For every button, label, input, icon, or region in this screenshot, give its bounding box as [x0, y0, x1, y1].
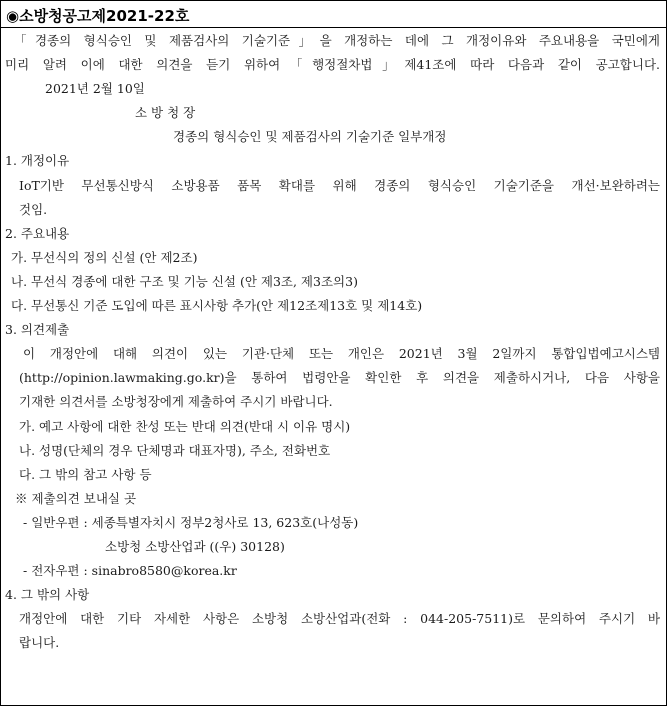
- notice-date: 2021년 2월 10일: [45, 81, 145, 97]
- section-2-item-b: 나. 무선식 경종에 대한 구조 및 기능 신설 (안 제3조, 제3조의3): [11, 273, 358, 289]
- section-1-text-1: IoT기반 무선통신방식 소방용품 품목 확대를 위해 경종의 형식승인 기술기준을 개선·보완하려는: [19, 177, 660, 193]
- section-3-heading: 3. 의견제출: [5, 322, 70, 338]
- section-1-heading: 1. 개정이유: [5, 153, 70, 169]
- section-3-text-3: 기재한 의견서를 소방청장에게 제출하여 주시기 바랍니다.: [19, 394, 333, 410]
- intro-line-1: 「경종의 형식승인 및 제품검사의 기술기준」을 개정하는 데에 그 개정이유와 주요내용을 국민에게: [14, 33, 660, 48]
- issuer: 소 방 청 장: [135, 105, 196, 121]
- section-1-text-2: 것임.: [19, 201, 48, 217]
- section-3-item-b: 나. 성명(단체의 경우 단체명과 대표자명), 주소, 전화번호: [19, 442, 331, 458]
- intro-line-2: 미리 알려 이에 대한 의견을 듣기 위하여「행정절차법」제41조에 따라 다음과 같이 공고합니다.: [5, 57, 660, 73]
- section-4-text-2: 랍니다.: [19, 635, 60, 651]
- section-2-item-c: 다. 무선통신 기준 도입에 따른 표시사항 추가(안 제12조제13호 및 제14호): [11, 298, 423, 314]
- postal-address: - 일반우편 : 세종특별자치시 정부2청사로 13, 623호(나성동): [23, 514, 359, 530]
- postal-recipient: 소방청 소방산업과 ((우) 30128): [105, 538, 285, 554]
- section-2-item-a: 가. 무선식의 정의 신설 (안 제2조): [11, 249, 198, 265]
- section-4-heading: 4. 그 밖의 사항: [5, 587, 90, 603]
- section-3-item-a: 가. 예고 사항에 대한 찬성 또는 반대 의견(반대 시 이유 명시): [19, 418, 351, 434]
- section-4-text-1: 개정안에 대한 기타 자세한 사항은 소방청 소방산업과(전화 : 044-205-7511)로 문의하여 주시기 바: [19, 611, 660, 627]
- section-3-item-c: 다. 그 밖의 참고 사항 등: [19, 466, 152, 482]
- section-2-heading: 2. 주요내용: [5, 225, 70, 241]
- title-divider: [1, 27, 666, 28]
- notice-body: [1, 29, 666, 655]
- regulation-name: 경종의 형식승인 및 제품검사의 기술기준 일부개정: [173, 129, 447, 145]
- notice-title: ◉소방청공고제2021-22호: [6, 7, 190, 25]
- section-3-text-2: (http://opinion.lawmaking.go.kr)을 통하여 법령안을 확인한 후 의견을 제출하시거나, 다음 사항을: [19, 370, 660, 386]
- section-3-text-1: 이 개정안에 대해 의견이 있는 기관·단체 또는 개인은 2021년 3월 2일까지 통합입법예고시스템: [23, 346, 660, 362]
- submission-address-heading: ※ 제출의견 보내실 곳: [15, 490, 137, 506]
- email-address: - 전자우편 : sinabro8580@korea.kr: [23, 563, 237, 579]
